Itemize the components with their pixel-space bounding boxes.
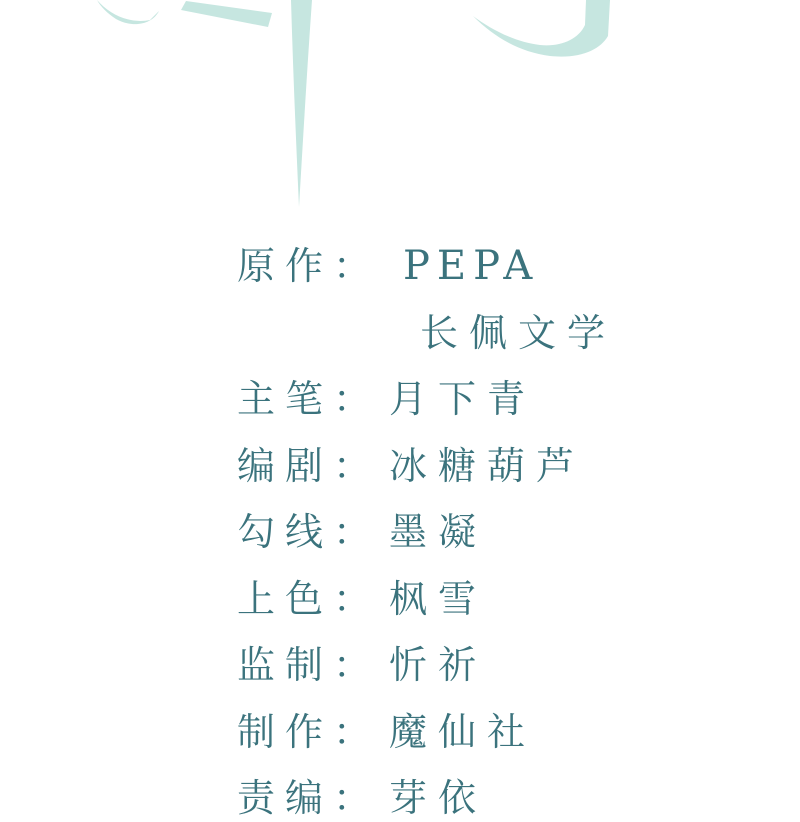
credit-role-label: 原作： [237, 244, 382, 289]
credit-name: 芽依 [389, 776, 488, 821]
credits-list [0, 233, 800, 822]
calligraphy-stroke-right-hook [473, 0, 610, 57]
credit-row-lineart [0, 499, 800, 566]
credit-role-label: 上色： [237, 576, 382, 621]
credit-name: PEPA [403, 243, 540, 290]
credit-role-label: 主笔： [237, 377, 382, 422]
credit-name: 月下青 [389, 377, 537, 422]
credit-role-label: 制作： [237, 709, 382, 754]
credit-name: 长佩文学 [420, 310, 617, 355]
credit-role-label: 勾线： [237, 510, 382, 555]
credit-row-lead-artist [0, 366, 800, 433]
title-calligraphy-partial [0, 0, 800, 215]
credit-row-production [0, 699, 800, 766]
credit-row-original-work-publisher [0, 300, 800, 367]
credit-name: 枫雪 [389, 576, 488, 621]
credit-row-editor [0, 765, 800, 822]
credit-row-script [0, 433, 800, 500]
credit-name: 冰糖葫芦 [389, 443, 586, 488]
credit-row-supervision [0, 632, 800, 699]
credit-name: 墨凝 [389, 510, 488, 555]
credit-row-original-work [0, 233, 800, 300]
calligraphy-stroke-vertical-taper [291, 0, 312, 207]
credit-name: 魔仙社 [389, 709, 537, 754]
credit-role-label: 监制： [237, 643, 382, 688]
calligraphy-stroke-left-bar [181, 1, 272, 27]
calligraphy-stroke-left-hook [97, 0, 159, 24]
credit-name: 忻祈 [389, 643, 488, 688]
credit-role-label: 编剧： [237, 443, 382, 488]
credit-role-label: 责编： [237, 776, 382, 821]
credit-row-coloring [0, 566, 800, 633]
